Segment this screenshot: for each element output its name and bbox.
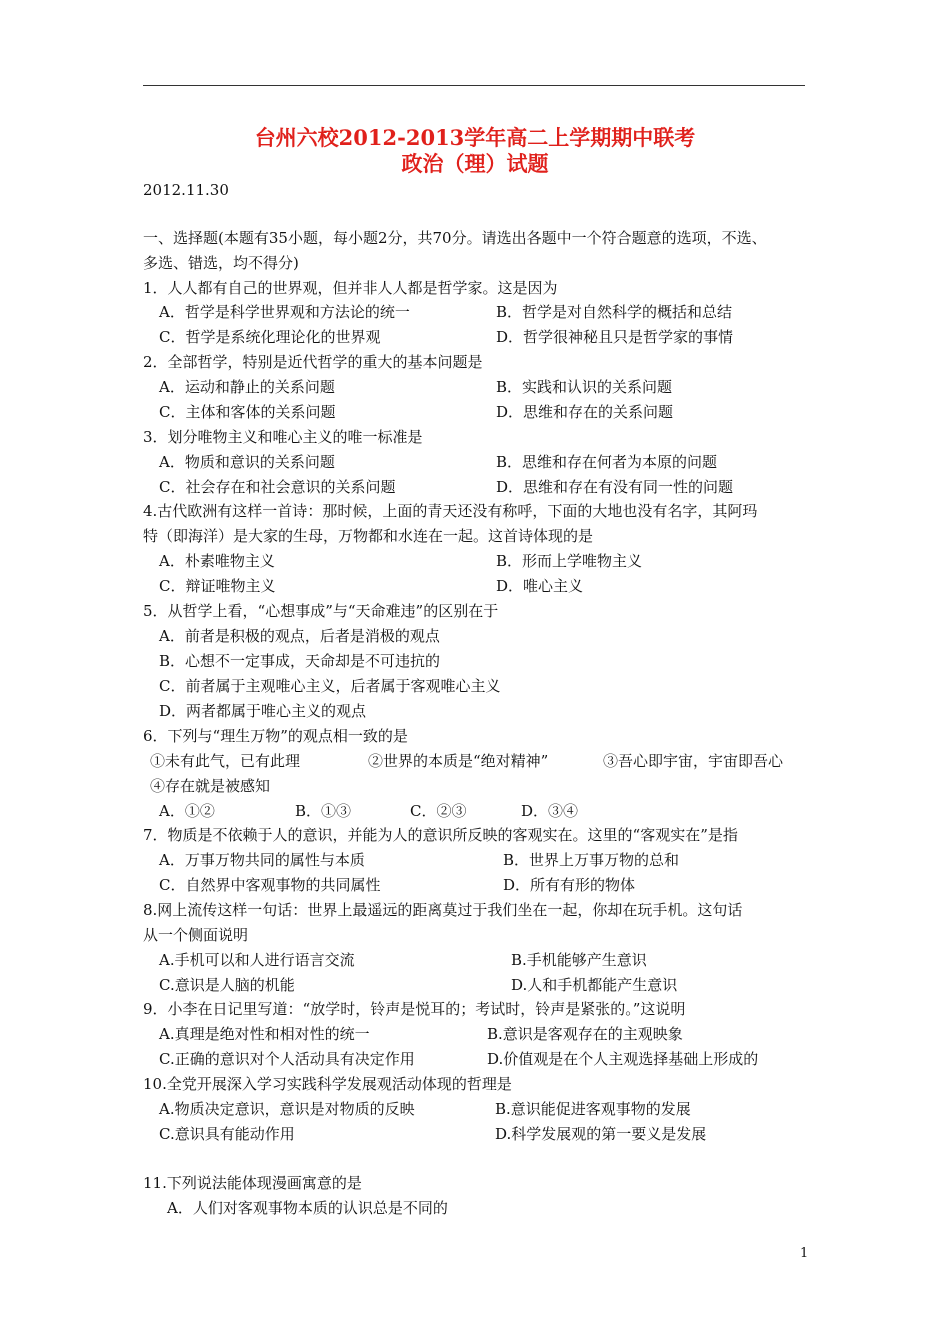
question-10-option-b: B.意识能促进客观事物的发展	[495, 1100, 691, 1118]
exam-title: 台州六校2012-2013学年高二上学期期中联考	[254, 125, 696, 150]
question-10-option-c: C.意识具有能动作用	[159, 1125, 295, 1143]
question-10-option-a: A.物质决定意识，意识是对物质的反映	[159, 1100, 415, 1118]
question-6-item-4: ④存在就是被感知	[150, 777, 271, 795]
question-2-option-b: B．实践和认识的关系问题	[496, 378, 673, 396]
question-5-option-d: D．两者都属于唯心主义的观点	[159, 702, 367, 720]
question-5-option-b: B．心想不一定事成，天命却是不可违抗的	[159, 652, 441, 670]
exam-date: 2012.11.30	[143, 181, 229, 199]
question-8-option-c: C.意识是人脑的机能	[159, 976, 295, 994]
question-8-option-a: A.手机可以和人进行语言交流	[159, 951, 355, 969]
question-3-option-b: B．思维和存在何者为本原的问题	[496, 453, 718, 471]
question-2-option-a: A．运动和静止的关系问题	[159, 378, 335, 396]
question-8-option-d: D.人和手机都能产生意识	[511, 976, 678, 994]
question-9-option-c: C.正确的意识对个人活动具有决定作用	[159, 1050, 415, 1068]
question-6-option-b: B．①③	[295, 802, 352, 820]
question-1-option-a: A．哲学是科学世界观和方法论的统一	[159, 303, 410, 321]
question-6-item-3: ③吾心即宇宙，宇宙即吾心	[603, 752, 784, 770]
question-6-option-c: C．②③	[410, 802, 467, 820]
page-number: 1	[800, 1246, 809, 1261]
question-9-option-b: B.意识是客观存在的主观映象	[487, 1025, 683, 1043]
question-11-stem: 11.下列说法能体现漫画寓意的是	[143, 1174, 362, 1192]
question-4-option-a: A．朴素唯物主义	[159, 552, 275, 570]
question-8-option-b: B.手机能够产生意识	[511, 951, 647, 969]
question-5-option-a: A．前者是积极的观点，后者是消极的观点	[159, 627, 440, 645]
question-9-option-a: A.真理是绝对性和相对性的统一	[159, 1025, 370, 1043]
question-7-option-c: C．自然界中客观事物的共同属性	[159, 876, 381, 894]
section-instructions-line2: 多选、错选，均不得分)	[143, 254, 299, 272]
question-9-option-d: D.价值观是在个人主观选择基础上形成的	[487, 1050, 759, 1068]
question-2-option-c: C．主体和客体的关系问题	[159, 403, 336, 421]
question-2-option-d: D．思维和存在的关系问题	[496, 403, 674, 421]
question-4-option-b: B．形而上学唯物主义	[496, 552, 643, 570]
question-7-option-d: D．所有有形的物体	[503, 876, 636, 894]
question-10-option-d: D.科学发展观的第一要义是发展	[495, 1125, 707, 1143]
question-4-option-c: C．辩证唯物主义	[159, 577, 276, 595]
question-11-option-a: A．人们对客观事物本质的认识总是不同的	[167, 1199, 448, 1217]
question-10-stem: 10.全党开展深入学习实践科学发展观活动体现的哲理是	[143, 1075, 512, 1093]
question-6-option-a: A．①②	[159, 802, 215, 820]
question-5-option-c: C．前者属于主观唯心主义，后者属于客观唯心主义	[159, 677, 501, 695]
question-3-option-d: D．思维和存在有没有同一性的问题	[496, 478, 734, 496]
question-4-option-d: D．唯心主义	[496, 577, 584, 595]
question-3-stem: 3．划分唯物主义和唯心主义的唯一标准是	[143, 428, 423, 446]
question-3-option-a: A．物质和意识的关系问题	[159, 453, 335, 471]
exam-subtitle: 政治（理）试题	[401, 151, 549, 176]
question-6-item-1: ①未有此气，已有此理	[150, 752, 301, 770]
question-4-stem-line1: 4.古代欧洲有这样一首诗：那时候，上面的青天还没有称呼，下面的大地也没有名字，其阿玛	[143, 502, 758, 520]
question-8-stem-line1: 8.网上流传这样一句话：世界上最遥远的距离莫过于我们坐在一起，你却在玩手机。这句话	[143, 901, 743, 919]
question-7-option-a: A．万事万物共同的属性与本质	[159, 851, 365, 869]
question-9-stem: 9．小李在日记里写道：“放学时，铃声是悦耳的；考试时，铃声是紧张的。”这说明	[143, 1000, 686, 1018]
question-4-stem-line2: 特（即海洋）是大家的生母，万物都和水连在一起。这首诗体现的是	[143, 527, 594, 545]
section-instructions-line1: 一、选择题(本题有35小题，每小题2分，共70分。请选出各题中一个符合题意的选项，不选、	[143, 229, 767, 247]
question-1-option-d: D．哲学很神秘且只是哲学家的事情	[496, 328, 734, 346]
question-3-option-c: C．社会存在和社会意识的关系问题	[159, 478, 396, 496]
question-1-option-b: B．哲学是对自然科学的概括和总结	[496, 303, 733, 321]
question-1-stem: 1．人人都有自己的世界观，但并非人人都是哲学家。这是因为	[143, 279, 558, 297]
question-8-stem-line2: 从一个侧面说明	[143, 926, 249, 944]
question-6-stem: 6．下列与“理生万物”的观点相一致的是	[143, 727, 408, 745]
question-1-option-c: C．哲学是系统化理论化的世界观	[159, 328, 381, 346]
question-6-item-2: ②世界的本质是“绝对精神”	[368, 752, 549, 770]
question-2-stem: 2．全部哲学，特别是近代哲学的重大的基本问题是	[143, 353, 483, 371]
question-5-stem: 5．从哲学上看，“心想事成”与“天命难违”的区别在于	[143, 602, 499, 620]
question-7-stem: 7．物质是不依赖于人的意识，并能为人的意识所反映的客观实在。这里的“客观实在”是指	[143, 826, 738, 844]
question-7-option-b: B．世界上万事万物的总和	[503, 851, 680, 869]
question-6-option-d: D．③④	[521, 802, 579, 820]
header-rule	[143, 85, 805, 86]
